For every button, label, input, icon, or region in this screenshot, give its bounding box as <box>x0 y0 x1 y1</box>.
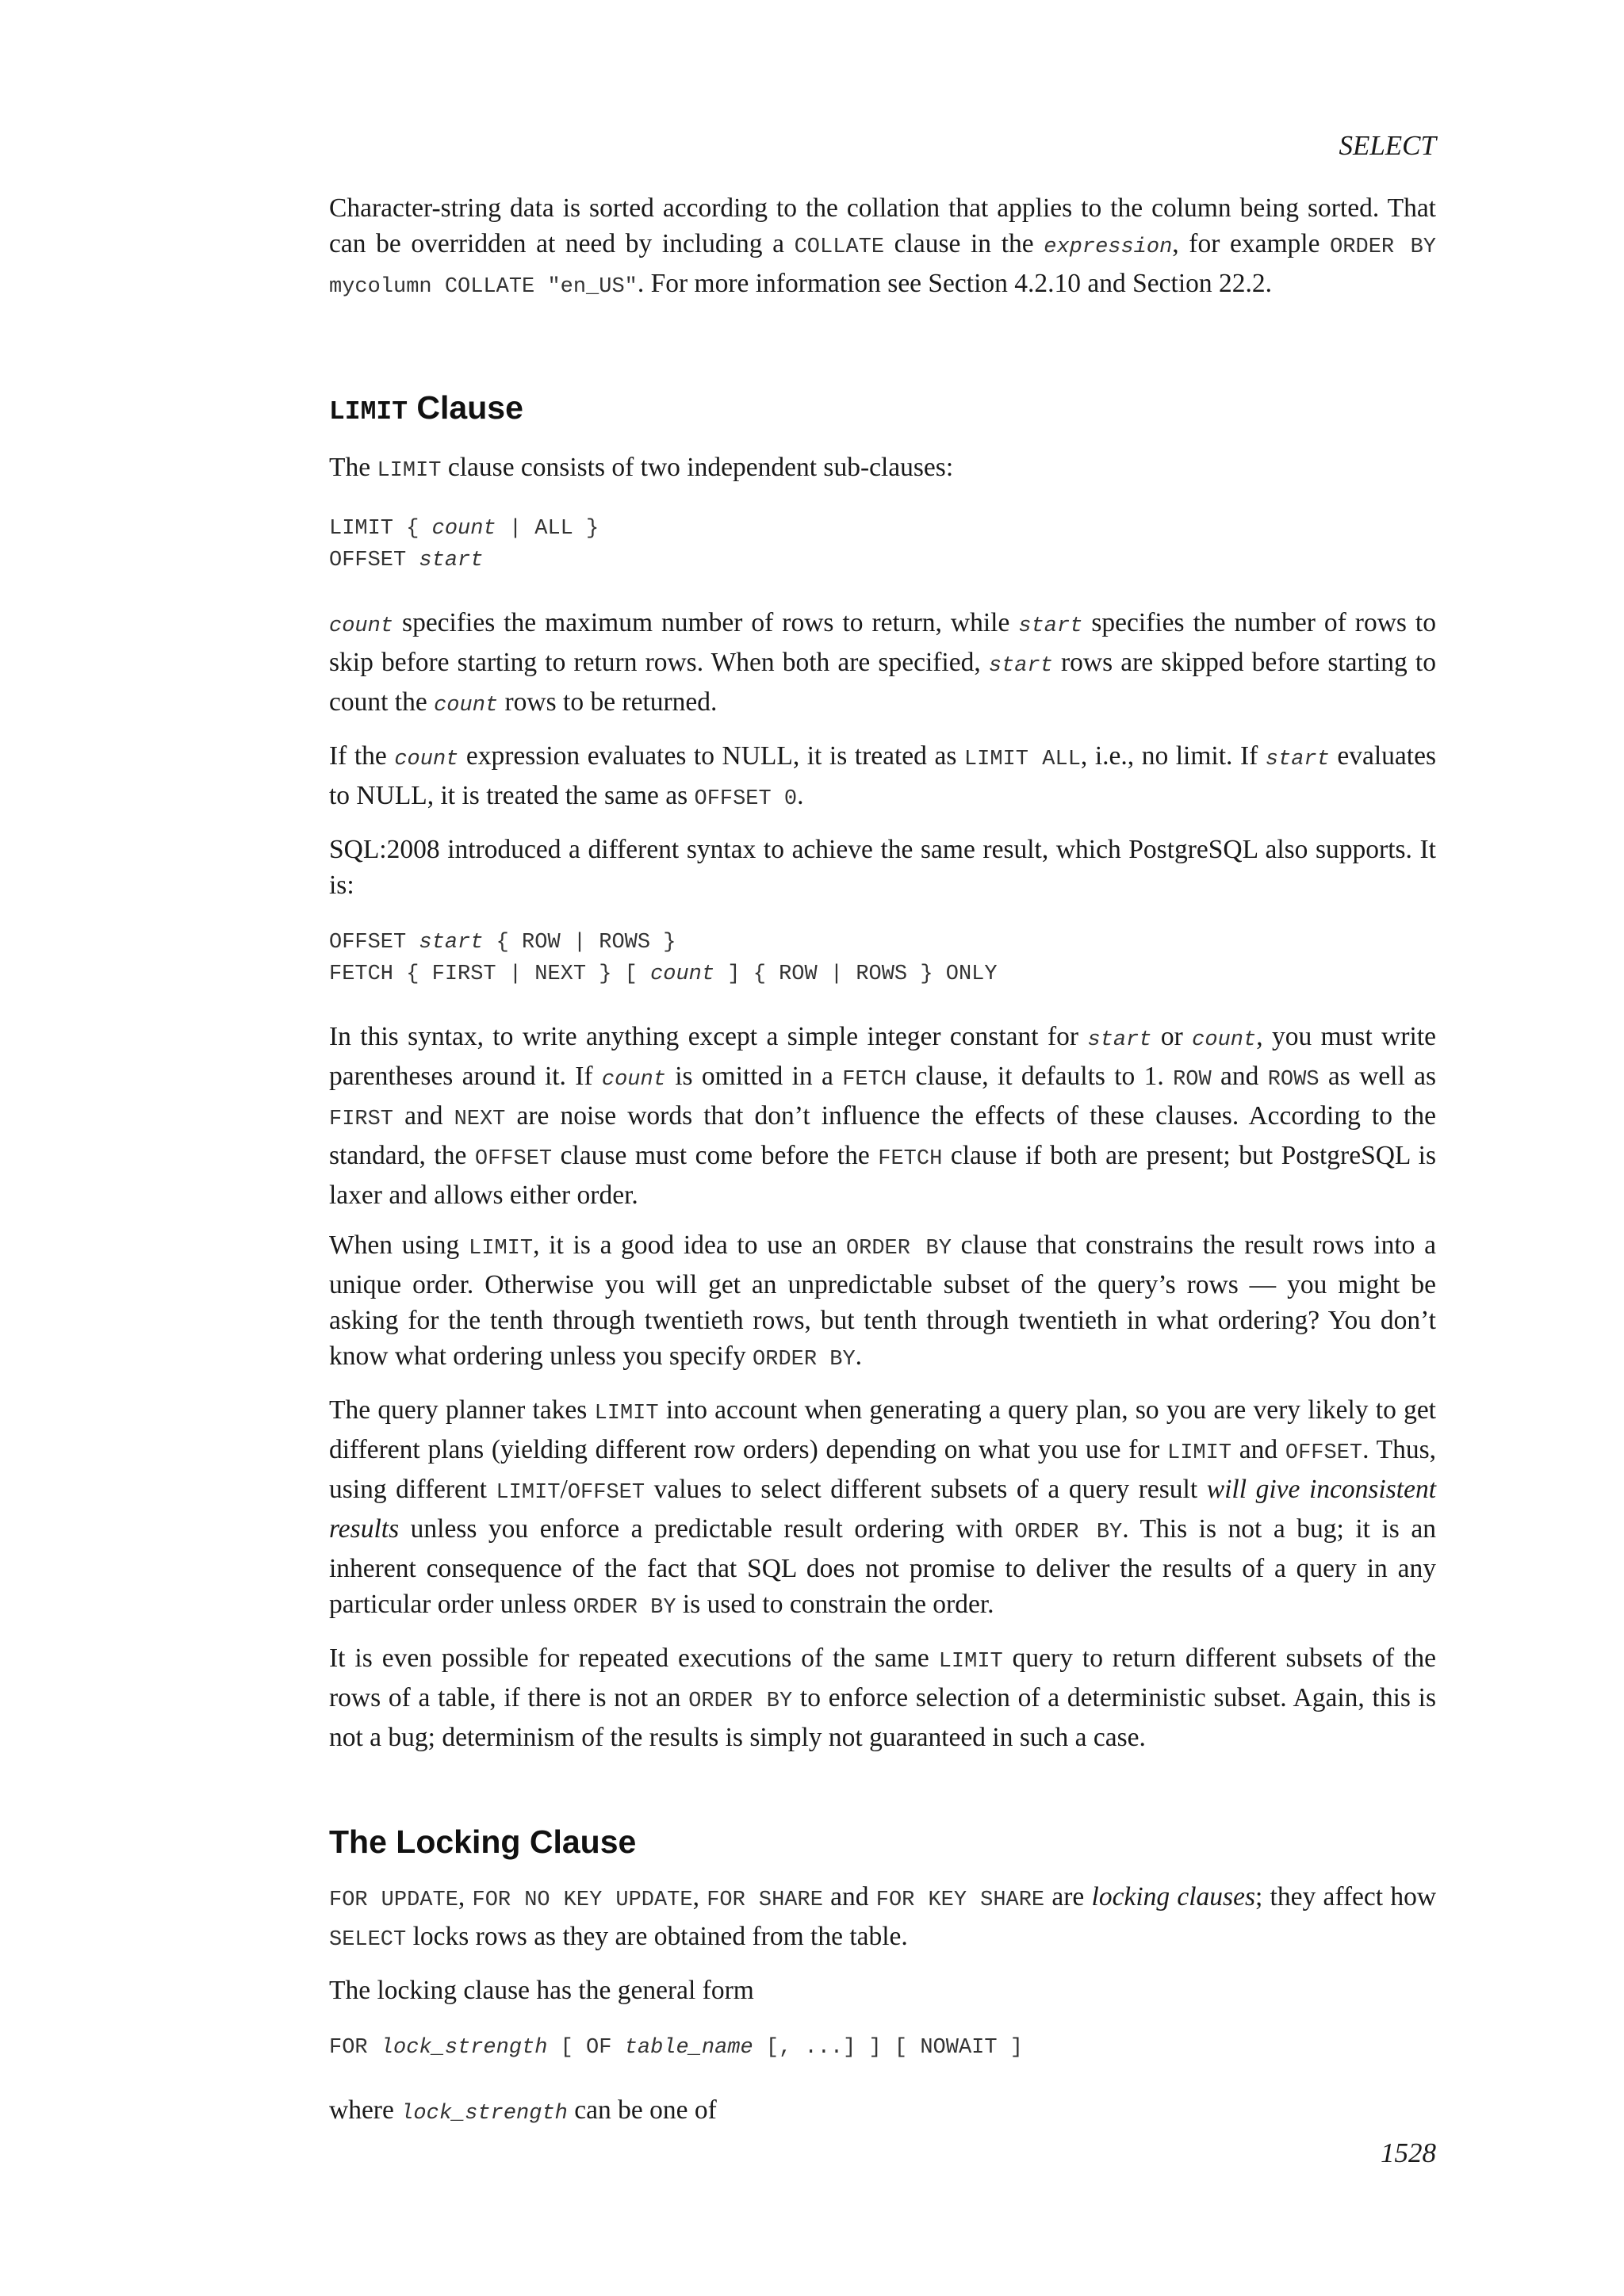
paragraph-lock-strength: where lock_strength can be one of <box>329 2095 717 2126</box>
running-header: SELECT <box>1339 130 1436 161</box>
code-block-limit-syntax: LIMIT { count | ALL } OFFSET start <box>329 517 599 572</box>
paragraph-fetch-details: In this syntax, to write anything except a simple integer constant for start or count, you must write parentheses around it. If count is omitted in a FETCH clause, it defaults to 1. ROW and ROWS as well as FIRST and NEXT are noise words that don’t influence the effects of these clauses. According to the standard, the OFFSET clause must come before the FETCH clause if both are present; but PostgreSQL is laxer and allows either order. <box>329 1022 1437 1210</box>
paragraph-general-form: The locking clause has the general form <box>329 1976 754 2005</box>
page-number: 1528 <box>1381 2137 1436 2168</box>
page-content <box>329 190 1436 2146</box>
heading-locking-clause: The Locking Clause <box>329 1823 637 1860</box>
paragraph-locking-intro: FOR UPDATE, FOR NO KEY UPDATE, FOR SHARE and FOR KEY SHARE are locking clauses; they affect how SELECT locks rows as they are obtained from the table. <box>329 1882 1437 1952</box>
paragraph-repeated-executions: It is even possible for repeated executions of the same LIMIT query to return different subsets of the rows of a table, if there is not an ORDER BY to enforce selection of a deterministic subset. Again, this is not a bug; determinism of the results is simply not guaranteed in such a case. <box>329 1644 1436 1752</box>
paragraph-collation: Character-string data is sorted according to the collation that applies to the column being sorted. That can be overridden at need by including a COLLATE clause in the expression, for example ORDER BY mycolumn COLLATE "en_US". For more information see Section 4.2.10 and Section 22.2. <box>329 193 1436 299</box>
paragraph-query-planner: The query planner takes LIMIT into account when generating a query plan, so you are very likely to get different plans (yielding different row orders) depending on what you use for LIMIT and OFFSET. Thus, using different LIMIT/OFFSET values to select different subsets of a query result will give inconsistent results unless you enforce a predictable result ordering with ORDER BY. This is not a bug; it is an inherent consequence of the fact that SQL does not promise to deliver the results of a query in any particular order unless ORDER BY is used to constrain the order. <box>329 1395 1437 1620</box>
code-block-locking-syntax: FOR lock_strength [ OF table_name [, ...] ] [ NOWAIT ] <box>329 2036 1023 2060</box>
paragraph-null-handling: If the count expression evaluates to NULL, it is treated as LIMIT ALL, i.e., no limit. If start evaluates to NULL, it is treated the same as OFFSET 0. <box>329 741 1437 811</box>
code-block-fetch-syntax: OFFSET start { ROW | ROWS } FETCH { FIRST | NEXT } [ count ] { ROW | ROWS } ONLY <box>329 931 998 986</box>
heading-limit-clause: LIMIT Clause <box>329 389 523 427</box>
paragraph-limit-intro: The LIMIT clause consists of two independent sub-clauses: <box>329 453 954 483</box>
paragraph-count-start: count specifies the maximum number of rows to return, while start specifies the number of rows to skip before starting to return rows. When both are specified, start rows are skipped before starting to count the count rows to be returned. <box>329 608 1436 718</box>
paragraph-order-by-advice: When using LIMIT, it is a good idea to use an ORDER BY clause that constrains the result rows into a unique order. Otherwise you will get an unpredictable subset of the query’s rows — you might be asking for the tenth through twentieth rows, but tenth through twentieth in what ordering? You don’t know what ordering unless you specify ORDER BY. <box>329 1230 1436 1372</box>
paragraph-sql2008: SQL:2008 introduced a different syntax to achieve the same result, which PostgreSQL also supports. It is: <box>329 835 1436 900</box>
